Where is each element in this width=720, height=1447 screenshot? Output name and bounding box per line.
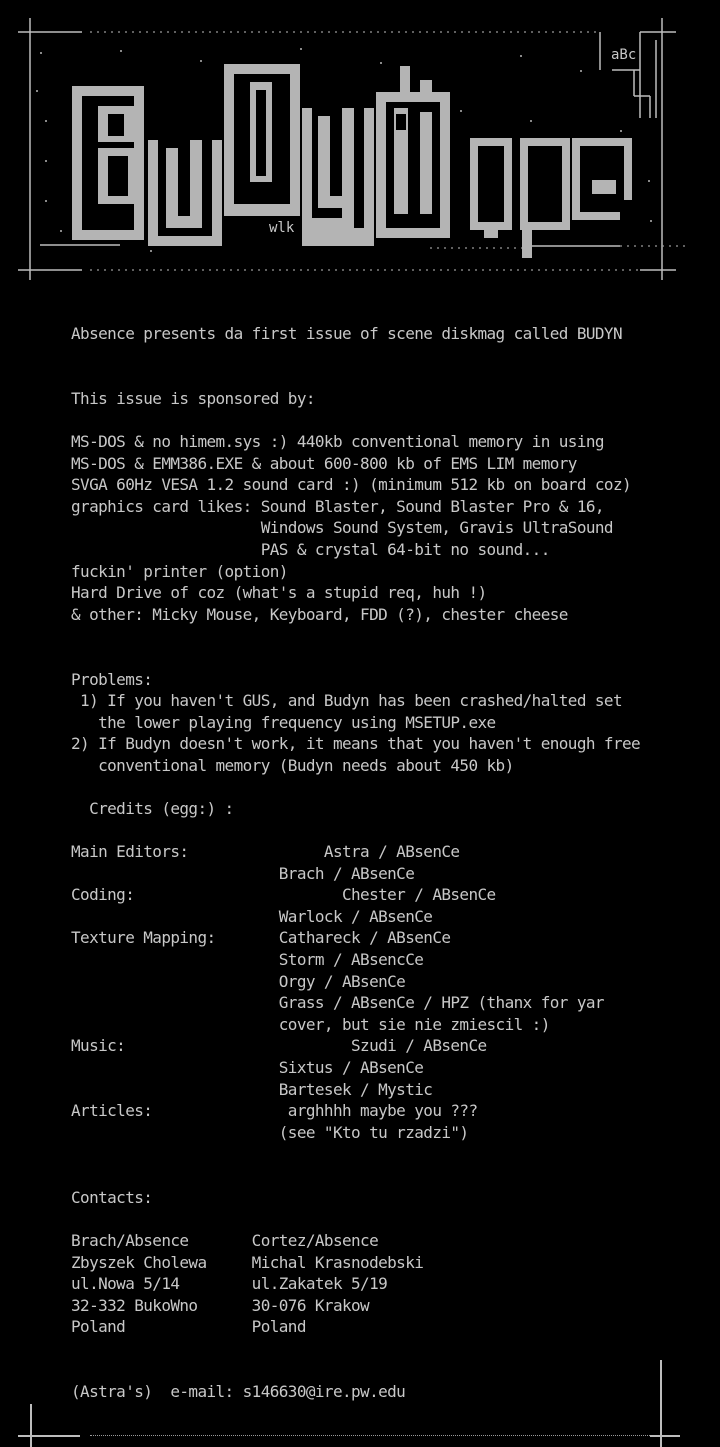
- artist-tag: wlk: [269, 220, 295, 236]
- logo-letters: [72, 64, 632, 258]
- intro-text: Absence presents da first issue of scene diskmag called BUDYN: [71, 324, 623, 343]
- header-logo: [0, 0, 720, 290]
- problem-line: 2) If Budyn doesn't work, it means that you haven't enough free: [71, 734, 641, 754]
- contact-line: Poland Poland: [71, 1317, 306, 1337]
- credit-line: Sixtus / ABsenCe: [71, 1058, 424, 1077]
- sponsor-line: SVGA 60Hz VESA 1.2 sound card :) (minimum 512 kb on board coz): [71, 475, 632, 495]
- credit-line: Warlock / ABsenCe: [71, 906, 433, 926]
- problem-line: conventional memory (Budyn needs about 450 kb): [71, 755, 514, 775]
- logo-letter-e: [572, 138, 632, 220]
- credit-line: Articles: arghhhh maybe you ???: [71, 1101, 478, 1121]
- bottom-frame-right: [660, 1360, 662, 1447]
- contact-line: ul.Nowa 5/14 ul.Zakatek 5/19: [71, 1274, 388, 1294]
- logo-letter-y: [302, 108, 374, 246]
- logo-letter-o: [470, 138, 512, 238]
- sponsor-line: & other: Micky Mouse, Keyboard, FDD (?), chester cheese: [71, 604, 568, 624]
- sponsors-title: This issue is sponsored by:: [71, 389, 315, 408]
- credit-line: Main Editors: Astra / ABsenCe: [71, 842, 460, 861]
- logo-letter-d: [224, 64, 300, 216]
- bottom-frame-line-left: [18, 1435, 80, 1437]
- contacts-title: Contacts:: [71, 1188, 153, 1207]
- sponsor-line: Hard Drive of coz (what's a stupid req, huh !): [71, 583, 487, 603]
- contact-line: 32-332 BukoWno 30-076 Krakow: [71, 1295, 370, 1315]
- logo-letter-n: [376, 66, 450, 238]
- credit-line: Music: Szudi / ABsenCe: [71, 1036, 487, 1056]
- credit-line: (see "Kto tu rzadzi"): [71, 1122, 469, 1142]
- sponsor-line: Windows Sound System, Gravis UltraSound: [71, 518, 613, 538]
- sponsor-line: MS-DOS & EMM386.EXE & about 600-800 kb of EMS LIM memory: [71, 453, 577, 473]
- credits-title: Credits (egg:) :: [71, 799, 234, 818]
- problem-line: 1) If you haven't GUS, and Budyn has been crashed/halted set: [71, 691, 623, 710]
- email-line: (Astra's) e-mail: s146630@ire.pw.edu: [71, 1382, 406, 1401]
- credit-line: Orgy / ABsenCe: [71, 971, 406, 991]
- credit-line: Storm / ABsencCe: [71, 950, 424, 969]
- bottom-frame-line-right: [650, 1435, 680, 1437]
- bottom-frame-left: [30, 1404, 32, 1447]
- bottom-frame-dotted: [90, 1435, 650, 1436]
- contact-line: Zbyszek Cholewa Michal Krasnodebski: [71, 1252, 424, 1272]
- credit-line: Brach / ABsenCe: [71, 863, 415, 883]
- contact-line: Brach/Absence Cortez/Absence: [71, 1231, 379, 1250]
- logo-letter-p: [520, 138, 570, 258]
- credit-line: cover, but sie nie zmiescil :): [71, 1014, 550, 1034]
- sponsor-line: MS-DOS & no himem.sys :) 440kb conventional memory in using: [71, 432, 604, 451]
- logo-letter-u: [148, 140, 222, 246]
- problem-line: the lower playing frequency using MSETUP.exe: [71, 712, 496, 732]
- credit-line: Bartesek / Mystic: [71, 1079, 433, 1099]
- sponsor-line: fuckin' printer (option): [71, 561, 288, 581]
- credit-line: Grass / ABsenCe / HPZ (thanx for yar: [71, 993, 604, 1013]
- logo-accessible-label: BuDyn Dope: [0, 0, 7, 1]
- sponsor-line: PAS & crystal 64-bit no sound...: [71, 540, 550, 559]
- credit-line: Texture Mapping: Cathareck / ABsenCe: [71, 928, 451, 948]
- sponsor-line: graphics card likes: Sound Blaster, Sound Blaster Pro & 16,: [71, 496, 604, 516]
- logo-letter-b: [72, 86, 144, 240]
- corner-tag: aBc: [611, 47, 637, 63]
- problems-title: Problems:: [71, 670, 153, 689]
- credit-line: Coding: Chester / ABsenCe: [71, 885, 496, 905]
